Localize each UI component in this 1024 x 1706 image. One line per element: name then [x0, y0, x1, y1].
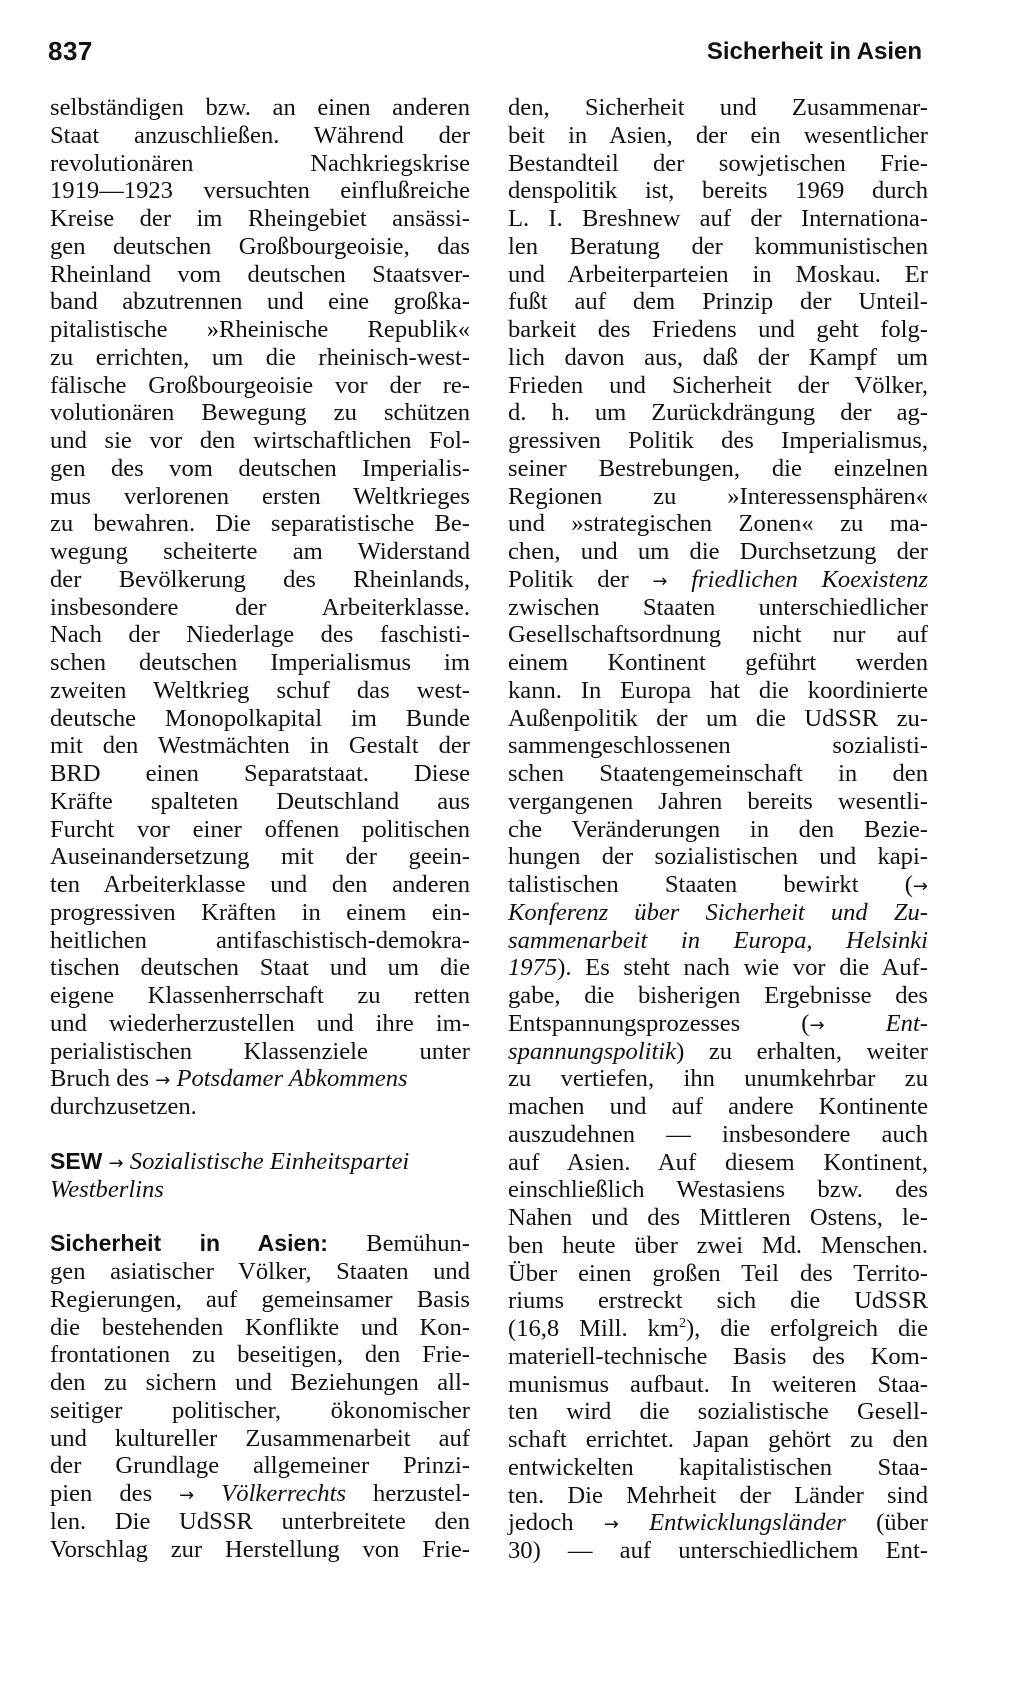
- text-line: perialistischen Klassenziele unter: [50, 1037, 470, 1065]
- text-line: Regionen zu »Interessensphären«: [508, 482, 928, 510]
- entry-body: [50, 1258, 470, 1480]
- text-line: L. I. Breshnew auf der Internationa-: [508, 205, 928, 232]
- text-run: Politik der: [508, 565, 629, 593]
- text-block: [508, 1065, 928, 1315]
- text-line: barkeit des Friedens und geht folg-: [508, 316, 928, 343]
- cross-reference-link[interactable]: Entwicklungsländer: [649, 1509, 846, 1537]
- entry-sew: [50, 1148, 470, 1204]
- text-run: Bemühun-: [366, 1230, 470, 1258]
- text-line: munismus aufbaut. In weiteren Staa-: [508, 1370, 928, 1398]
- text-run: ) zu erhalten, weiter: [676, 1037, 928, 1065]
- text-run: jedoch: [508, 1509, 574, 1537]
- text-line: Über einen großen Teil des Territo-: [508, 1259, 928, 1287]
- text-run: ), die erfolgreich die: [685, 1315, 929, 1342]
- text-block: [508, 1343, 928, 1510]
- text-line: der Bevölkerung des Rheinlands,: [50, 565, 470, 593]
- text-line: ben heute über zwei Md. Menschen.: [508, 1231, 928, 1259]
- text-line: [508, 1010, 928, 1038]
- cross-reference-link[interactable]: Potsdamer Abkommens: [176, 1065, 408, 1093]
- paragraph-rhineland-separatism: [50, 94, 470, 1065]
- text-line: ten Arbeiterklasse und den anderen: [50, 871, 470, 898]
- text-line: gen deutschen Großbourgeoisie, das: [50, 232, 470, 260]
- text-line: seitiger politischer, ökonomischer: [50, 1396, 470, 1424]
- text-line: fälische Großbourgeoisie vor der re-: [50, 371, 470, 399]
- cross-reference-arrow-icon: →: [603, 1514, 619, 1536]
- text-line: auszudehnen — insbesondere auch: [508, 1120, 928, 1148]
- cross-reference-arrow-icon: →: [155, 1070, 171, 1092]
- text-line: die bestehenden Konflikte und Kon-: [50, 1313, 470, 1341]
- text-line: vergangenen Jahren bereits wesentli-: [508, 787, 928, 815]
- text-line: Bestandteil der sowjetischen Frie-: [508, 149, 928, 177]
- cross-reference-link[interactable]: friedlichen Koexistenz: [691, 565, 928, 593]
- right-column: [508, 94, 928, 1565]
- text-line: volutionären Bewegung zu schützen: [50, 399, 470, 427]
- cross-reference-link[interactable]: Sozialistische Einheitspartei: [129, 1147, 410, 1175]
- text-line: [508, 871, 928, 899]
- text-block: [508, 594, 928, 872]
- text-line: ten wird die sozialistische Gesell-: [508, 1398, 928, 1426]
- text-line: [50, 1480, 470, 1508]
- text-line: denspolitik ist, bereits 1969 durch: [508, 177, 928, 205]
- text-line: Außenpolitik der um die UdSSR zu-: [508, 704, 928, 732]
- text-line: [508, 1315, 928, 1343]
- text-run: herzustel-: [373, 1480, 470, 1507]
- text-line: den zu sichern und Beziehungen all-: [50, 1369, 470, 1396]
- text-line: Nach der Niederlage des faschisti-: [50, 621, 470, 649]
- text-line: lich davon aus, daß der Kampf um: [508, 343, 928, 371]
- text-line: Rheinland vom deutschen Staatsver-: [50, 260, 470, 288]
- text-line: gressiven Politik des Imperialismus,: [508, 427, 928, 454]
- text-line: BRD einen Separatstaat. Diese: [50, 760, 470, 787]
- text-line: [50, 1065, 470, 1093]
- paragraph-gap: [50, 1203, 470, 1230]
- text-line: und kultureller Zusammenarbeit auf: [50, 1424, 470, 1452]
- text-line: und »strategischen Zonen« zu ma-: [508, 510, 928, 538]
- text-line: fußt auf dem Prinzip der Unteil-: [508, 288, 928, 316]
- text-line: frontationen zu beseitigen, den Frie-: [50, 1341, 470, 1369]
- cross-reference-link[interactable]: sammenarbeit in Europa, Helsinki: [508, 926, 928, 954]
- text-line: einschließlich Westasiens bzw. des: [508, 1176, 928, 1204]
- text-line: entwickelten kapitalistischen Staa-: [508, 1453, 928, 1481]
- text-line: len. Die UdSSR unterbreitete den: [50, 1507, 470, 1535]
- text-line: [50, 1230, 470, 1258]
- text-line: gabe, die bisherigen Ergebnisse des: [508, 982, 928, 1009]
- text-line: progressiven Kräften in einem ein-: [50, 898, 470, 926]
- cross-reference-link[interactable]: Völkerrechts: [221, 1480, 347, 1507]
- text-line: deutsche Monopolkapital im Bunde: [50, 704, 470, 732]
- text-line: der Grundlage allgemeiner Prinzi-: [50, 1452, 470, 1480]
- text-line: und wiederherzustellen und ihre im-: [50, 1009, 470, 1037]
- cross-reference-arrow-icon: →: [652, 570, 668, 592]
- text-line: Vorschlag zur Herstellung von Frie-: [50, 1535, 470, 1563]
- left-column: [50, 94, 470, 1563]
- text-run: (über: [876, 1509, 928, 1537]
- text-line: insbesondere der Arbeiterklasse.: [50, 593, 470, 621]
- text-line: gen asiatischer Völker, Staaten und: [50, 1258, 470, 1285]
- text-line: eigene Klassenherrschaft zu retten: [50, 982, 470, 1009]
- text-run: pien des: [50, 1480, 153, 1507]
- text-line: selbständigen bzw. an einen anderen: [50, 94, 470, 121]
- text-line: revolutionären Nachkriegskrise: [50, 149, 470, 177]
- text-line: schen Staatengemeinschaft in den: [508, 760, 928, 787]
- text-line: Auseinandersetzung mit der geein-: [50, 843, 470, 871]
- text-line: band abzutrennen und eine großka-: [50, 288, 470, 316]
- text-line: che Veränderungen in den Bezie-: [508, 815, 928, 843]
- paragraph-gap: [50, 1121, 470, 1148]
- text-line: zwischen Staaten unterschiedlicher: [508, 593, 928, 621]
- entry-keyword: SEW: [50, 1147, 103, 1174]
- cross-reference-link[interactable]: Ent-: [885, 1009, 928, 1037]
- text-line: Frieden und Sicherheit der Völker,: [508, 371, 928, 399]
- text-line: gen des vom deutschen Imperialis-: [50, 454, 470, 482]
- text-run: Entspannungsprozesses (: [508, 1009, 810, 1037]
- text-line: [508, 954, 928, 982]
- superscript: 2: [678, 1315, 686, 1331]
- text-run: (16,8 Mill. km: [508, 1315, 679, 1342]
- cross-reference-link[interactable]: spannungspolitik: [508, 1037, 677, 1065]
- text-line: zu vertiefen, ihn unumkehrbar zu: [508, 1065, 928, 1093]
- text-line: Gesellschaftsordnung nicht nur auf: [508, 621, 928, 649]
- text-line: tischen deutschen Staat und um die: [50, 954, 470, 982]
- text-line: seiner Bestrebungen, die einzelnen: [508, 454, 928, 482]
- text-line: zweiten Weltkrieg schuf das west-: [50, 676, 470, 704]
- text-line: beit in Asien, der ein wesentlicher: [508, 121, 928, 149]
- text-line: d. h. um Zurückdrängung der ag-: [508, 399, 928, 427]
- text-line: auf Asien. Auf diesem Kontinent,: [508, 1148, 928, 1176]
- text-line: sammengeschlossenen sozialisti-: [508, 732, 928, 760]
- text-line: und sie vor den wirtschaftlichen Fol-: [50, 427, 470, 454]
- text-line: Nahen und des Mittleren Ostens, le-: [508, 1204, 928, 1231]
- text-block: [508, 94, 928, 566]
- cross-reference-arrow-icon: →: [912, 876, 928, 897]
- text-run: ). Es steht nach wie vor die Auf-: [557, 954, 928, 982]
- text-line: machen und auf andere Kontinente: [508, 1093, 928, 1120]
- cross-reference-link[interactable]: Westberlins: [50, 1175, 164, 1203]
- text-line: materiell-technische Basis des Kom-: [508, 1342, 928, 1370]
- text-line: wegung scheiterte am Widerstand: [50, 538, 470, 565]
- cross-reference-arrow-icon: →: [809, 1014, 825, 1036]
- text-line: Regierungen, auf gemeinsamer Basis: [50, 1285, 470, 1313]
- text-line: heitlichen antifaschistisch-demokra-: [50, 926, 470, 954]
- text-line: mus verlorenen ersten Weltkrieges: [50, 482, 470, 510]
- cross-reference-link[interactable]: Konferenz über Sicherheit und Zu-: [508, 898, 928, 926]
- text-run: talistischen Staaten bewirkt (: [508, 871, 913, 898]
- text-line: 1919—1923 versuchten einflußreiche: [50, 177, 470, 205]
- entry-keyword: Sicherheit in Asien:: [50, 1230, 328, 1257]
- text-line: Furcht vor einer offenen politischen: [50, 815, 470, 843]
- text-line: [50, 1148, 470, 1176]
- text-line: [508, 1509, 928, 1537]
- text-line: einem Kontinent geführt werden: [508, 649, 928, 676]
- text-line: und Arbeiterparteien in Moskau. Er: [508, 260, 928, 288]
- page-number: 837: [48, 36, 93, 66]
- text-line: durchzusetzen.: [50, 1093, 197, 1120]
- text-line: [508, 566, 928, 594]
- text-line: zu bewahren. Die separatistische Be-: [50, 510, 470, 538]
- cross-reference-arrow-icon: →: [179, 1485, 195, 1506]
- entry-sicherheit-in-asien: [50, 1230, 470, 1563]
- text-line: Staat anzuschließen. Während der: [50, 121, 470, 149]
- text-line: kann. In Europa hat die koordinierte: [508, 676, 928, 704]
- text-line: Kräfte spalteten Deutschland aus: [50, 787, 470, 815]
- text-line: 30) — auf unterschiedlichem Ent-: [508, 1537, 928, 1564]
- cross-reference-arrow-icon: →: [108, 1152, 124, 1174]
- text-line: schen deutschen Imperialismus im: [50, 649, 470, 676]
- text-line: [508, 1038, 928, 1066]
- text-line: len Beratung der kommunistischen: [508, 232, 928, 260]
- text-line: hungen der sozialistischen und kapi-: [508, 843, 928, 871]
- text-run: Bruch des: [50, 1065, 150, 1093]
- text-line: ten. Die Mehrheit der Länder sind: [508, 1481, 928, 1509]
- text-line: zu errichten, um die rheinisch-west-: [50, 343, 470, 371]
- text-line: Kreise der im Rheingebiet ansässi-: [50, 205, 470, 232]
- text-line: den, Sicherheit und Zusammenar-: [508, 94, 928, 121]
- text-line: riums erstreckt sich die UdSSR: [508, 1287, 928, 1315]
- cross-reference-link[interactable]: 1975: [508, 954, 558, 982]
- text-line: pitalistische »Rheinische Republik«: [50, 316, 470, 343]
- text-line: chen, und um die Durchsetzung der: [508, 538, 928, 565]
- text-line: schaft errichtet. Japan gehört zu den: [508, 1426, 928, 1453]
- running-head: Sicherheit in Asien: [706, 38, 922, 65]
- text-line: mit den Westmächten in Gestalt der: [50, 732, 470, 760]
